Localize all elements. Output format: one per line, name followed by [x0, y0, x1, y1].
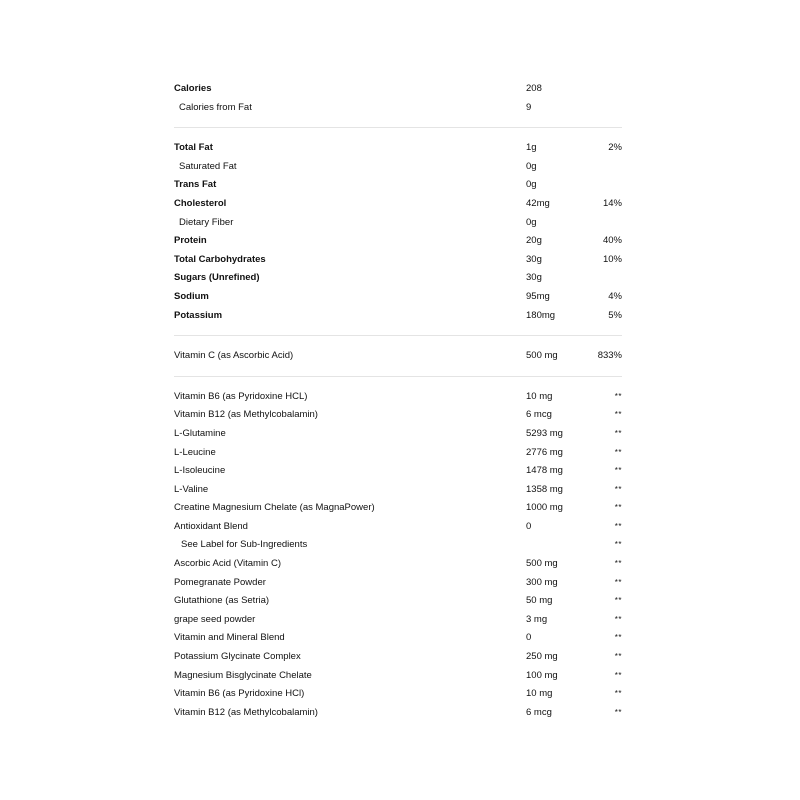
nutrient-row: [174, 667, 622, 686]
daily-value-percent: **: [614, 596, 622, 606]
nutrient-amount: 20g: [526, 235, 542, 247]
daily-value-percent: 5%: [608, 309, 622, 321]
nutrient-amount: 0g: [526, 179, 537, 191]
daily-value-percent: **: [614, 633, 622, 643]
nutrient-amount: 0: [526, 632, 532, 644]
nutrient-row: [174, 158, 622, 177]
nutrient-name: Calories: [174, 83, 212, 94]
nutrient-amount: 100 mg: [526, 669, 558, 681]
nutrient-name: grape seed powder: [174, 613, 256, 625]
nutrient-name: Potassium: [174, 309, 223, 321]
daily-value-percent: 833%: [597, 350, 622, 362]
nutrient-amount: 30g: [526, 272, 542, 284]
nutrient-amount: 0g: [526, 160, 537, 172]
nutrient-amount: 5293 mg: [526, 427, 563, 439]
nutrient-row: [174, 462, 622, 481]
nutrient-name: Sodium: [174, 290, 209, 302]
nutrient-row: [174, 555, 622, 574]
nutrient-name: Calories from Fat: [179, 101, 252, 113]
nutrient-amount: 42mg: [526, 197, 550, 209]
section-divider: [174, 335, 622, 336]
nutrient-name: Vitamin C (as Ascorbic Acid): [174, 350, 294, 362]
daily-value-percent: 2%: [608, 142, 622, 154]
nutrient-amount: 180mg: [526, 309, 556, 321]
nutrient-row: [174, 704, 622, 723]
nutrient-name: L-Valine: [174, 483, 209, 495]
nutrient-name: Antioxidant Blend: [174, 520, 248, 532]
nutrient-row: [174, 176, 622, 195]
daily-value-percent: **: [614, 391, 622, 401]
daily-value-percent: **: [614, 540, 622, 550]
nutrient-name: Potassium Glycinate Complex: [174, 651, 301, 663]
nutrient-name: Protein: [174, 235, 207, 247]
nutrient-amount: 250 mg: [526, 651, 558, 663]
daily-value-percent: **: [614, 521, 622, 531]
nutrient-row: [174, 214, 622, 233]
nutrient-name: L-Leucine: [174, 446, 216, 458]
nutrient-name: L-Isoleucine: [174, 465, 226, 477]
daily-value-percent: **: [614, 484, 622, 494]
nutrient-name: Vitamin B6 (as Pyridoxine HCL): [174, 390, 308, 402]
nutrient-row: [174, 444, 622, 463]
nutrient-amount: 1g: [526, 142, 537, 154]
daily-value-percent: **: [614, 447, 622, 457]
daily-value-percent: 10%: [602, 253, 622, 265]
daily-value-percent: **: [614, 689, 622, 699]
nutrition-facts-table: [174, 80, 622, 722]
nutrient-row: [174, 499, 622, 518]
nutrient-name: Sugars (Unrefined): [174, 272, 260, 284]
nutrient-amount: 300 mg: [526, 576, 558, 588]
nutrient-row: [174, 592, 622, 611]
nutrient-amount: 1358 mg: [526, 483, 563, 495]
nutrient-amount: 0: [526, 520, 532, 532]
nutrient-row: [174, 481, 622, 500]
nutrient-row: [174, 251, 622, 270]
nutrient-row: [174, 574, 622, 593]
nutrient-name: Ascorbic Acid (Vitamin C): [174, 558, 281, 570]
nutrient-row: [174, 307, 622, 326]
nutrient-row: [174, 288, 622, 307]
daily-value-percent: **: [614, 503, 622, 513]
nutrient-name: Glutathione (as Setria): [174, 595, 270, 607]
nutrient-amount: 10 mg: [526, 688, 553, 700]
nutrient-name: Vitamin and Mineral Blend: [174, 632, 285, 644]
nutrient-amount: 6 mcg: [526, 706, 552, 718]
nutrient-amount: 1000 mg: [526, 502, 563, 514]
daily-value-percent: **: [614, 707, 622, 717]
nutrient-row: [174, 685, 622, 704]
nutrient-row: [174, 80, 622, 99]
nutrient-name: See Label for Sub-Ingredients: [181, 539, 308, 551]
nutrient-amount: 0g: [526, 216, 537, 228]
nutrient-amount: 9: [526, 101, 532, 113]
nutrient-name: Trans Fat: [174, 179, 217, 191]
nutrient-name: Vitamin B12 (as Methylcobalamin): [174, 706, 318, 718]
daily-value-percent: **: [614, 466, 622, 476]
nutrient-amount: 6 mcg: [526, 409, 552, 421]
nutrient-row: [174, 406, 622, 425]
nutrient-name: Magnesium Bisglycinate Chelate: [174, 669, 312, 681]
nutrient-row: [174, 388, 622, 407]
nutrient-name: Dietary Fiber: [179, 216, 234, 228]
nutrient-row: [174, 536, 622, 555]
nutrient-row: [174, 139, 622, 158]
daily-value-percent: 40%: [602, 235, 622, 247]
daily-value-percent: 14%: [602, 197, 622, 209]
nutrient-name: Total Carbohydrates: [174, 253, 266, 265]
nutrient-row: [174, 425, 622, 444]
nutrient-row: [174, 518, 622, 537]
nutrient-amount: 208: [526, 83, 542, 94]
daily-value-percent: **: [614, 559, 622, 569]
nutrient-amount: 50 mg: [526, 595, 553, 607]
nutrient-amount: 95mg: [526, 290, 550, 302]
nutrient-section: [174, 347, 622, 366]
nutrient-amount: 500 mg: [526, 558, 558, 570]
nutrient-amount: 500 mg: [526, 350, 558, 362]
nutrient-row: [174, 648, 622, 667]
nutrient-row: [174, 347, 622, 366]
nutrient-amount: 2776 mg: [526, 446, 563, 458]
daily-value-percent: **: [614, 652, 622, 662]
nutrient-name: Pomegranate Powder: [174, 576, 266, 588]
nutrient-section: [174, 139, 622, 325]
nutrient-name: Total Fat: [174, 142, 213, 154]
nutrient-row: [174, 611, 622, 630]
nutrient-amount: 10 mg: [526, 390, 553, 402]
daily-value-percent: 4%: [608, 290, 622, 302]
nutrient-row: [174, 195, 622, 214]
nutrient-section: [174, 80, 622, 117]
nutrient-amount: 3 mg: [526, 613, 548, 625]
section-divider: [174, 127, 622, 128]
daily-value-percent: **: [614, 670, 622, 680]
nutrient-amount: 30g: [526, 253, 542, 265]
nutrient-name: Cholesterol: [174, 197, 227, 209]
nutrient-row: [174, 629, 622, 648]
nutrient-name: Vitamin B6 (as Pyridoxine HCl): [174, 688, 305, 700]
daily-value-percent: **: [614, 614, 622, 624]
nutrient-name: Vitamin B12 (as Methylcobalamin): [174, 409, 318, 421]
section-divider: [174, 376, 622, 377]
nutrient-amount: 1478 mg: [526, 465, 563, 477]
daily-value-percent: **: [614, 428, 622, 438]
nutrient-section: [174, 388, 622, 723]
nutrient-name: Saturated Fat: [179, 160, 237, 172]
daily-value-percent: **: [614, 410, 622, 420]
nutrient-name: L-Glutamine: [174, 427, 226, 439]
nutrient-name: Creatine Magnesium Chelate (as MagnaPower): [174, 502, 375, 514]
nutrient-row: [174, 269, 622, 288]
daily-value-percent: **: [614, 577, 622, 587]
nutrient-row: [174, 232, 622, 251]
nutrient-row: [174, 99, 622, 118]
